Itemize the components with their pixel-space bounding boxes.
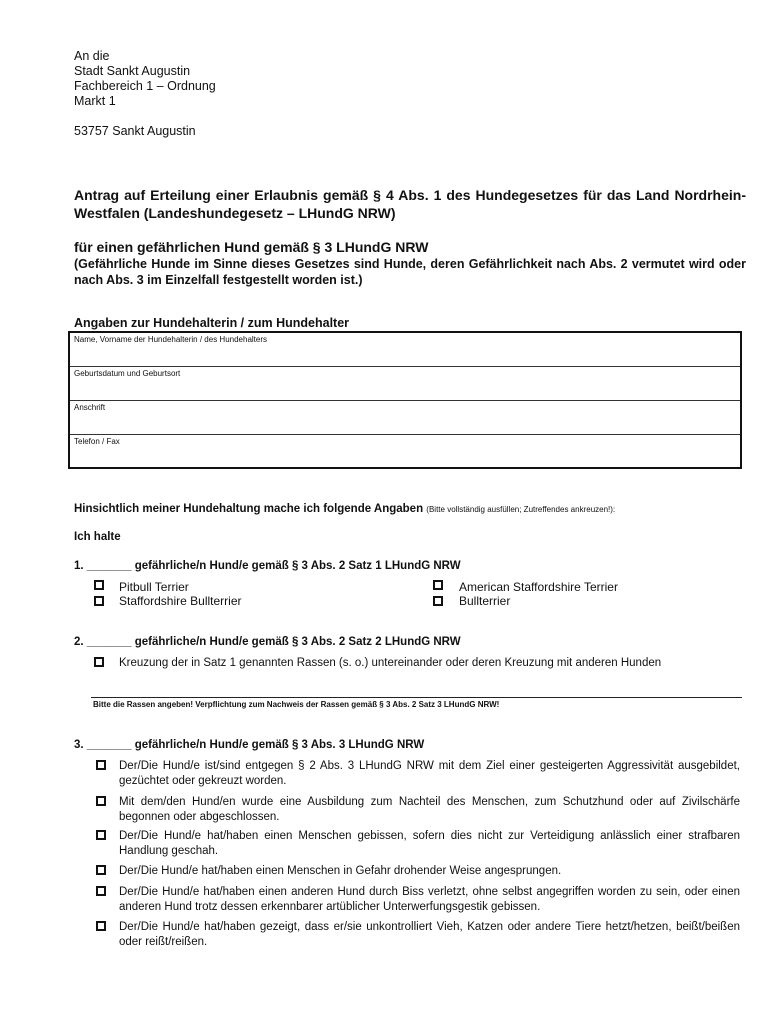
document-title: Antrag auf Erteilung einer Erlaubnis gemäß § 4 Abs. 1 des Hundegesetzes für das Land Nordrhein-Westfalen (Landeshundegesetz – LHundG NRW) bbox=[74, 187, 746, 221]
owner-section-label: Angaben zur Hundehalterin / zum Hundehalter bbox=[74, 316, 350, 330]
item2-heading: 2. _______ gefährliche/n Hund/e gemäß § 3 Abs. 2 Satz 2 LHundG NRW bbox=[74, 636, 461, 648]
criterion1-checkbox[interactable] bbox=[96, 760, 106, 770]
address-line: Stadt Sankt Augustin bbox=[74, 64, 191, 78]
bullterrier-label: Bullterrier bbox=[459, 594, 511, 608]
details-intro-text: Hinsichtlich meiner Hundehaltung mache ich folgende Angaben bbox=[74, 503, 424, 515]
document-subtitle: für einen gefährlichen Hund gemäß § 3 LHundG NRW bbox=[74, 239, 429, 255]
staffordshire-bull-checkbox[interactable] bbox=[94, 596, 104, 606]
criterion4-checkbox[interactable] bbox=[96, 865, 106, 875]
criterion1-text: Der/Die Hund/e ist/sind entgegen § 2 Abs. 3 LHundG NRW mit dem Ziel einer gesteigerten Aggressivität ausgebildet, gezüchtet oder gekreuzt worden. bbox=[119, 760, 740, 787]
owner-name-field[interactable] bbox=[70, 333, 740, 367]
address-line: Markt 1 bbox=[74, 94, 116, 108]
pitbull-checkbox[interactable] bbox=[94, 580, 104, 590]
owner-address-field[interactable] bbox=[70, 401, 740, 435]
field-label: Geburtsdatum und Geburtsort bbox=[74, 369, 181, 378]
field-label: Anschrift bbox=[74, 403, 106, 412]
pitbull-label: Pitbull Terrier bbox=[119, 580, 189, 594]
criterion5-checkbox[interactable] bbox=[96, 886, 106, 896]
subtitle-note: (Gefährliche Hunde im Sinne dieses Gesetzes sind Hunde, deren Gefährlichkeit nach Abs. 2 vermutet wird oder nach Abs. 3 im Einzelfall festgestellt worden ist.) bbox=[74, 257, 746, 287]
ich-halte-label: Ich halte bbox=[74, 531, 121, 543]
owner-phone-field[interactable] bbox=[70, 435, 740, 469]
breed-note: Bitte die Rassen angeben! Verpflichtung zum Nachweis der Rassen gemäß § 3 Abs. 2 Satz 3 LHundG NRW! bbox=[93, 700, 500, 709]
bullterrier-checkbox[interactable] bbox=[433, 596, 443, 606]
criterion3-text: Der/Die Hund/e hat/haben einen Menschen gebissen, sofern dies nicht zur Verteidigung anlässlich einer strafbaren Handlung geschah. bbox=[119, 830, 740, 857]
item1-heading: 1. _______ gefährliche/n Hund/e gemäß § 3 Abs. 2 Satz 1 LHundG NRW bbox=[74, 560, 461, 572]
staffordshire-bull-label: Staffordshire Bullterrier bbox=[119, 594, 242, 608]
address-line: An die bbox=[74, 49, 110, 63]
details-intro bbox=[74, 503, 615, 515]
owner-birth-field[interactable] bbox=[70, 367, 740, 401]
item3-heading: 3. _______ gefährliche/n Hund/e gemäß § 3 Abs. 3 LHundG NRW bbox=[74, 739, 425, 751]
recipient-address bbox=[74, 49, 216, 139]
american-staffordshire-checkbox[interactable] bbox=[433, 580, 443, 590]
address-line: Fachbereich 1 – Ordnung bbox=[74, 79, 216, 93]
criterion2-text: Mit dem/den Hund/en wurde eine Ausbildung zum Nachteil des Menschen, zum Schutzhund oder auf Zivilschärfe begonnen oder abgeschlossen. bbox=[119, 796, 740, 823]
crossbreed-label: Kreuzung der in Satz 1 genannten Rassen (s. o.) untereinander oder deren Kreuzung mit anderen Hunden bbox=[119, 657, 662, 669]
criterion5-text: Der/Die Hund/e hat/haben einen anderen Hund durch Biss verletzt, ohne selbst angegriffen worden zu sein, oder einen anderen Hund trotz dessen erkennbarer artüblicher Unterwerfungsgestik gebissen. bbox=[119, 886, 740, 913]
criterion4-text: Der/Die Hund/e hat/haben einen Menschen in Gefahr drohender Weise angesprungen. bbox=[119, 865, 562, 877]
crossbreed-checkbox[interactable] bbox=[94, 657, 104, 667]
breed-entry-line[interactable] bbox=[91, 697, 742, 698]
owner-form bbox=[68, 331, 742, 469]
field-label: Name, Vorname der Hundehalterin / des Hundehalters bbox=[74, 335, 267, 344]
criterion2-checkbox[interactable] bbox=[96, 796, 106, 806]
address-line: 53757 Sankt Augustin bbox=[74, 124, 196, 138]
details-intro-note: (Bitte vollständig ausfüllen; Zutreffendes ankreuzen!): bbox=[426, 505, 616, 514]
american-staffordshire-label: American Staffordshire Terrier bbox=[459, 580, 618, 594]
criterion6-text: Der/Die Hund/e hat/haben gezeigt, dass er/sie unkontrolliert Vieh, Katzen oder andere Tiere hetzt/hetzen, beißt/beißen oder reißt/reißen. bbox=[119, 921, 740, 948]
criterion6-checkbox[interactable] bbox=[96, 921, 106, 931]
criterion3-checkbox[interactable] bbox=[96, 830, 106, 840]
field-label: Telefon / Fax bbox=[74, 437, 120, 446]
